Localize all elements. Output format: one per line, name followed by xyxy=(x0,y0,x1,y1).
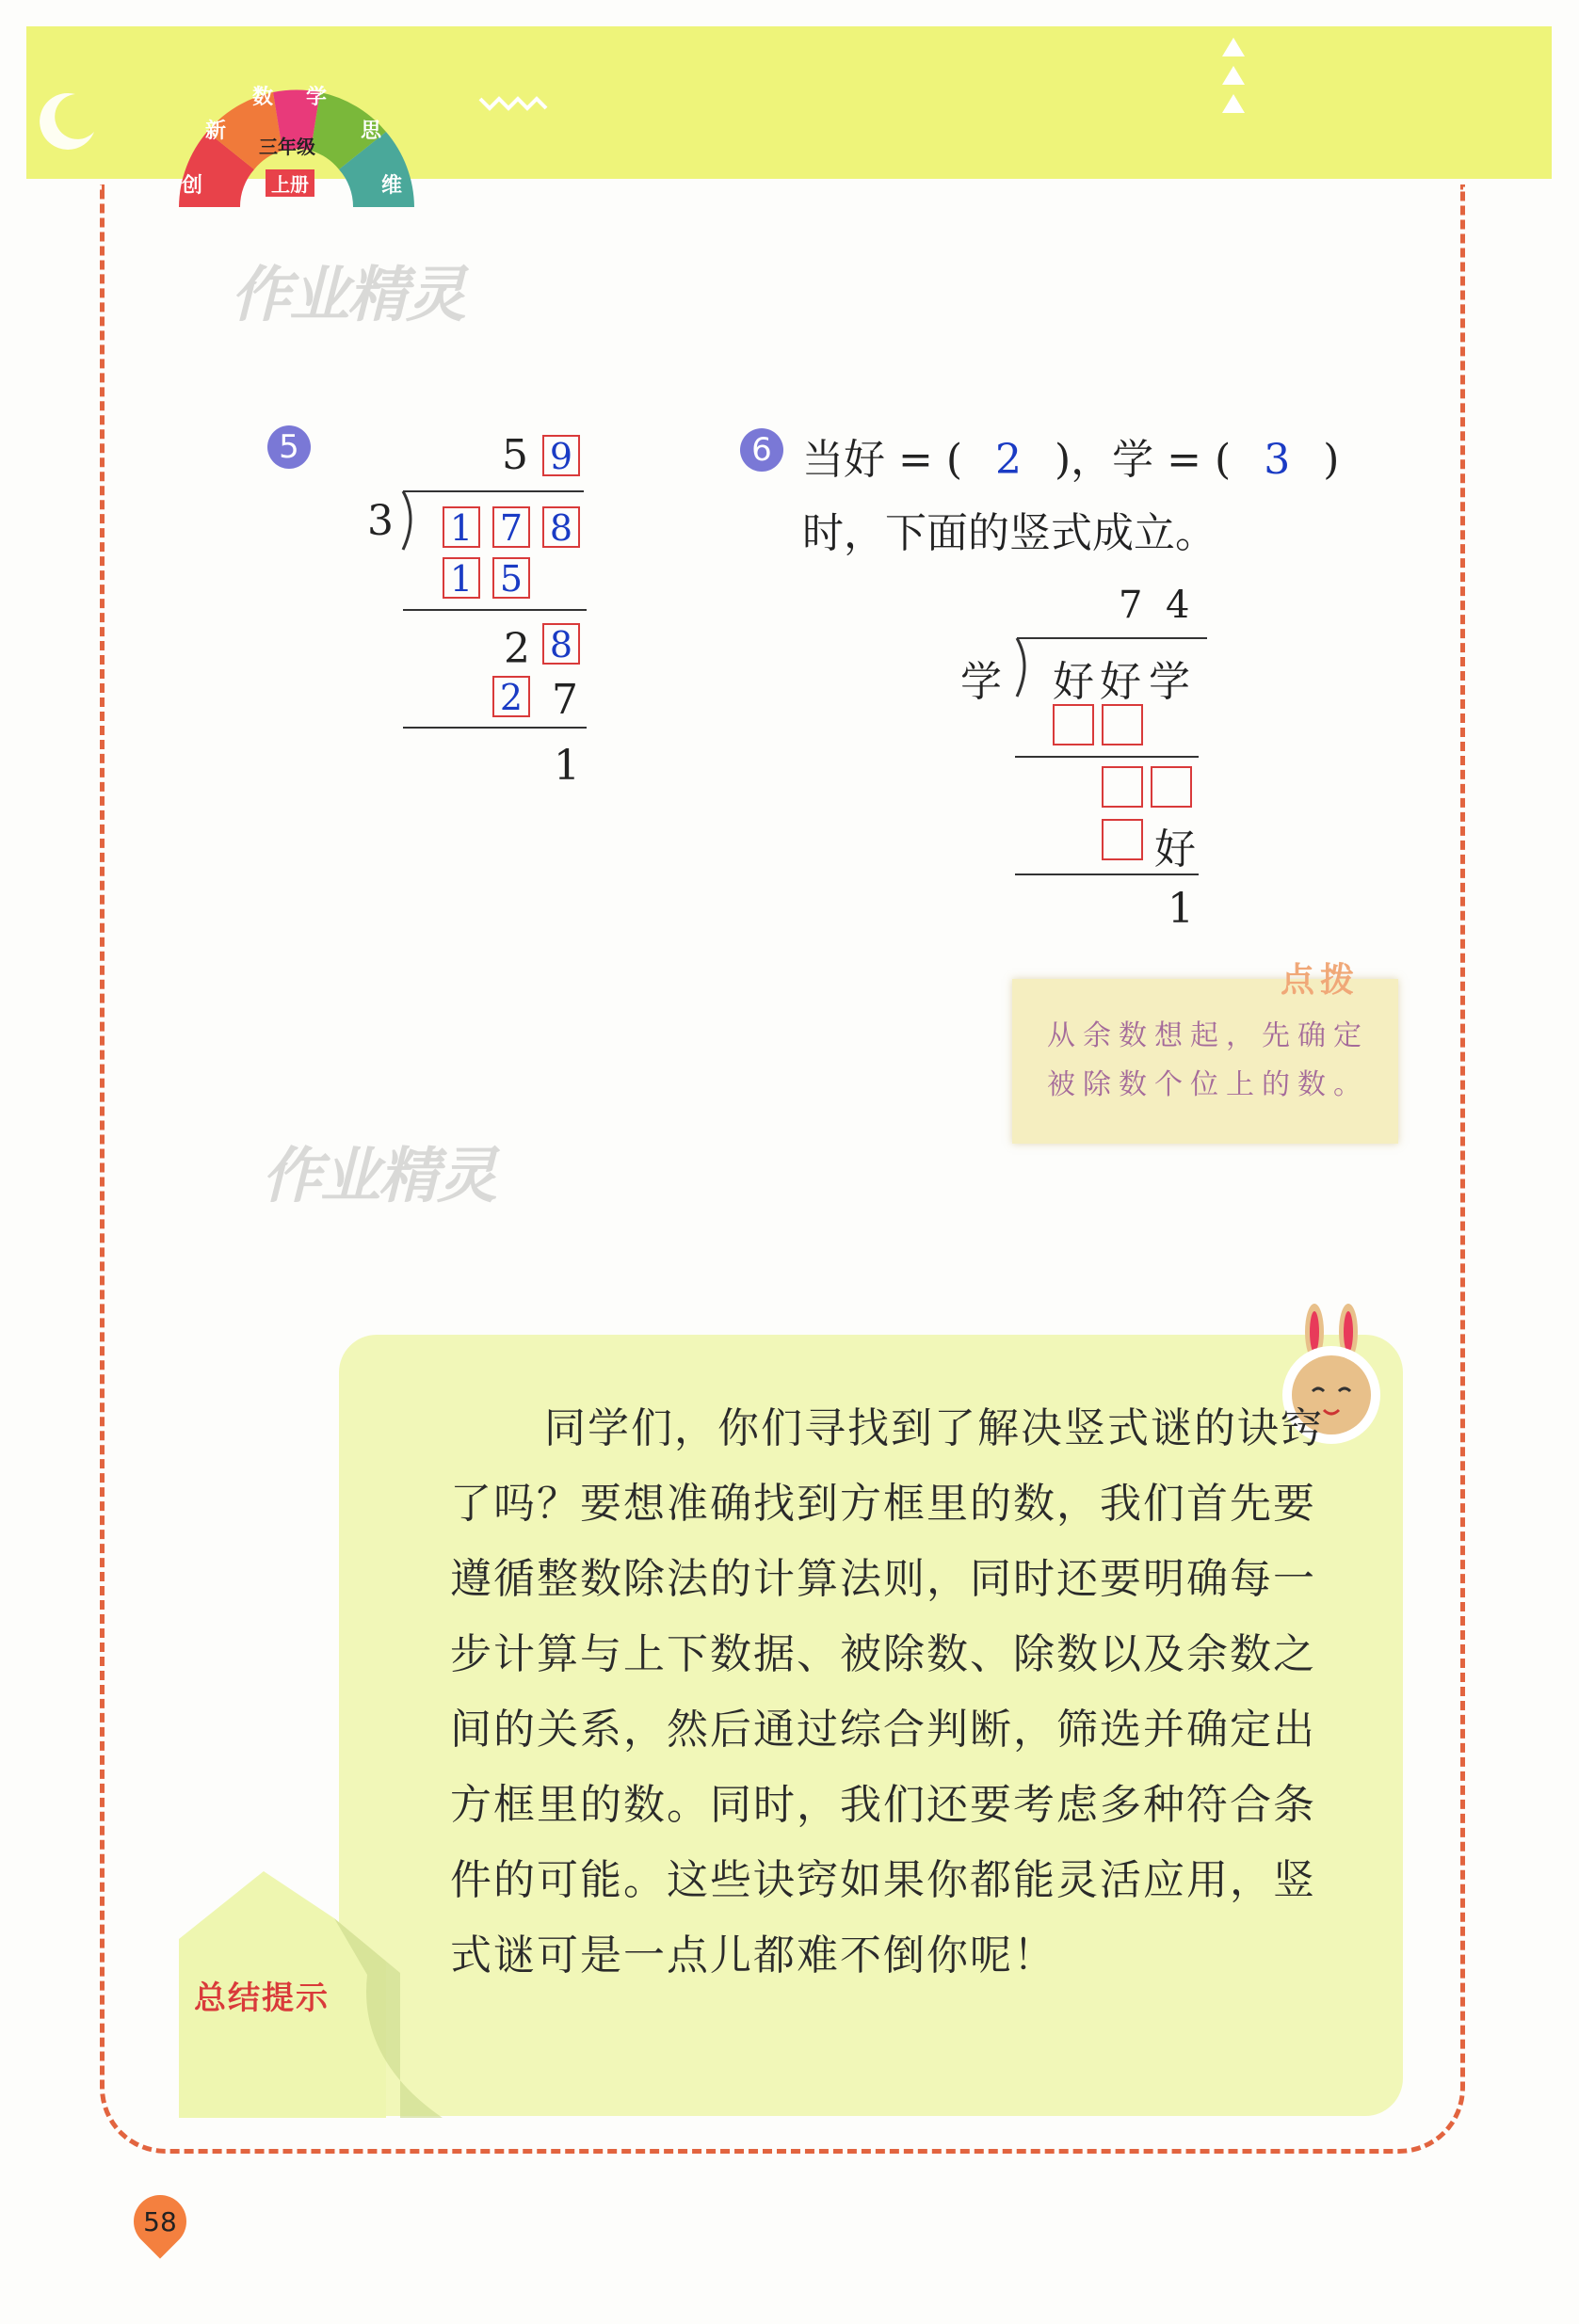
p6-empty-box-2[interactable] xyxy=(1102,704,1143,745)
p5-divisor: 3 xyxy=(367,497,394,545)
p5-dividend-box-1: 1 xyxy=(443,506,480,548)
watermark-mid: 作业精灵 xyxy=(262,1142,495,1211)
hint-title: 点拨 xyxy=(1281,961,1361,1000)
p6-dividend-2: 好 xyxy=(1100,658,1141,706)
summary-text: 同学们，你们寻找到了解决竖式谜的诀窍了吗？要想准确找到方框里的数，我们首先要遵循整数除法的计算法则，同时还要明确每一步计算与上下数据、被除数、除数以及余数之间的关系，然后通过综合判断，筛选并确定出方框里的数。同时，我们还要考虑多种符合条件的可能。这些诀窍如果你都能灵活应用，竖式谜可是一点儿都难不倒你呢！ xyxy=(450,1404,1324,1979)
p5-step2-box-2: 8 xyxy=(542,623,580,665)
p6-dividend-3: 学 xyxy=(1149,658,1190,706)
p5-step2-digit-1: 2 xyxy=(504,625,530,673)
badge-char-5: 思 xyxy=(361,119,382,143)
p6-line1-c: ) xyxy=(1323,436,1340,484)
watermark-top: 作业精灵 xyxy=(231,261,464,330)
p5-line-1 xyxy=(403,609,587,611)
p6-xue-answer: 3 xyxy=(1264,436,1291,484)
p6-line1 xyxy=(802,425,1339,486)
p6-empty-box-1[interactable] xyxy=(1053,704,1094,745)
p5-step1-box-1: 1 xyxy=(443,557,480,599)
p5-line-2 xyxy=(403,727,587,729)
p6-quotient-1: 7 xyxy=(1119,584,1143,627)
p6-empty-box-3[interactable] xyxy=(1102,766,1143,808)
p6-empty-box-5[interactable] xyxy=(1102,819,1143,860)
badge-char-3: 数 xyxy=(252,85,274,109)
summary-label: 总结提示 xyxy=(194,1979,330,2017)
p6-divisor: 学 xyxy=(960,658,1002,706)
p6-hao-answer: 2 xyxy=(995,436,1023,484)
problem-5-number: 5 xyxy=(267,425,311,469)
p5-quotient-box-1: 9 xyxy=(542,435,580,476)
badge-char-4: 学 xyxy=(306,85,328,109)
wave-icon xyxy=(480,99,546,108)
p5-step1-box-2: 5 xyxy=(492,557,530,599)
badge-char-1: 创 xyxy=(182,173,203,198)
p5-step3-digit-2: 7 xyxy=(552,676,578,724)
p6-dividend-1: 好 xyxy=(1053,658,1094,706)
page-number: 58 xyxy=(143,2206,177,2237)
p6-quotient-2: 4 xyxy=(1166,584,1190,627)
grade-text: 三年级 xyxy=(259,136,315,158)
p6-line1-b: )，学 = ( xyxy=(1055,436,1232,484)
p5-quotient-digit-1: 5 xyxy=(502,431,528,479)
p6-line-2 xyxy=(1015,874,1199,875)
p6-last-char: 好 xyxy=(1154,825,1196,874)
p5-remainder: 1 xyxy=(554,742,580,790)
p6-line-1 xyxy=(1015,756,1199,758)
problem-6-number: 6 xyxy=(740,428,783,472)
hint-text: 从余数想起，先确定被除数个位上的数。 xyxy=(1047,1019,1369,1101)
p5-dividend-box-2: 7 xyxy=(492,506,530,548)
p5-dividend-box-3: 8 xyxy=(542,506,580,548)
p6-line1-a: 当好 = ( xyxy=(802,436,963,484)
badge-char-2: 新 xyxy=(205,119,227,143)
summary-paragraph xyxy=(450,1391,1354,1994)
p6-line2: 时，下面的竖式成立。 xyxy=(802,509,1216,557)
moon-icon xyxy=(40,93,94,150)
p5-step3-box-1: 2 xyxy=(492,676,530,717)
volume-text: 上册 xyxy=(266,169,314,197)
badge-char-6: 维 xyxy=(381,173,403,198)
p6-remainder: 1 xyxy=(1168,885,1194,933)
p6-empty-box-4[interactable] xyxy=(1151,766,1192,808)
triangle-icon xyxy=(1222,38,1245,56)
